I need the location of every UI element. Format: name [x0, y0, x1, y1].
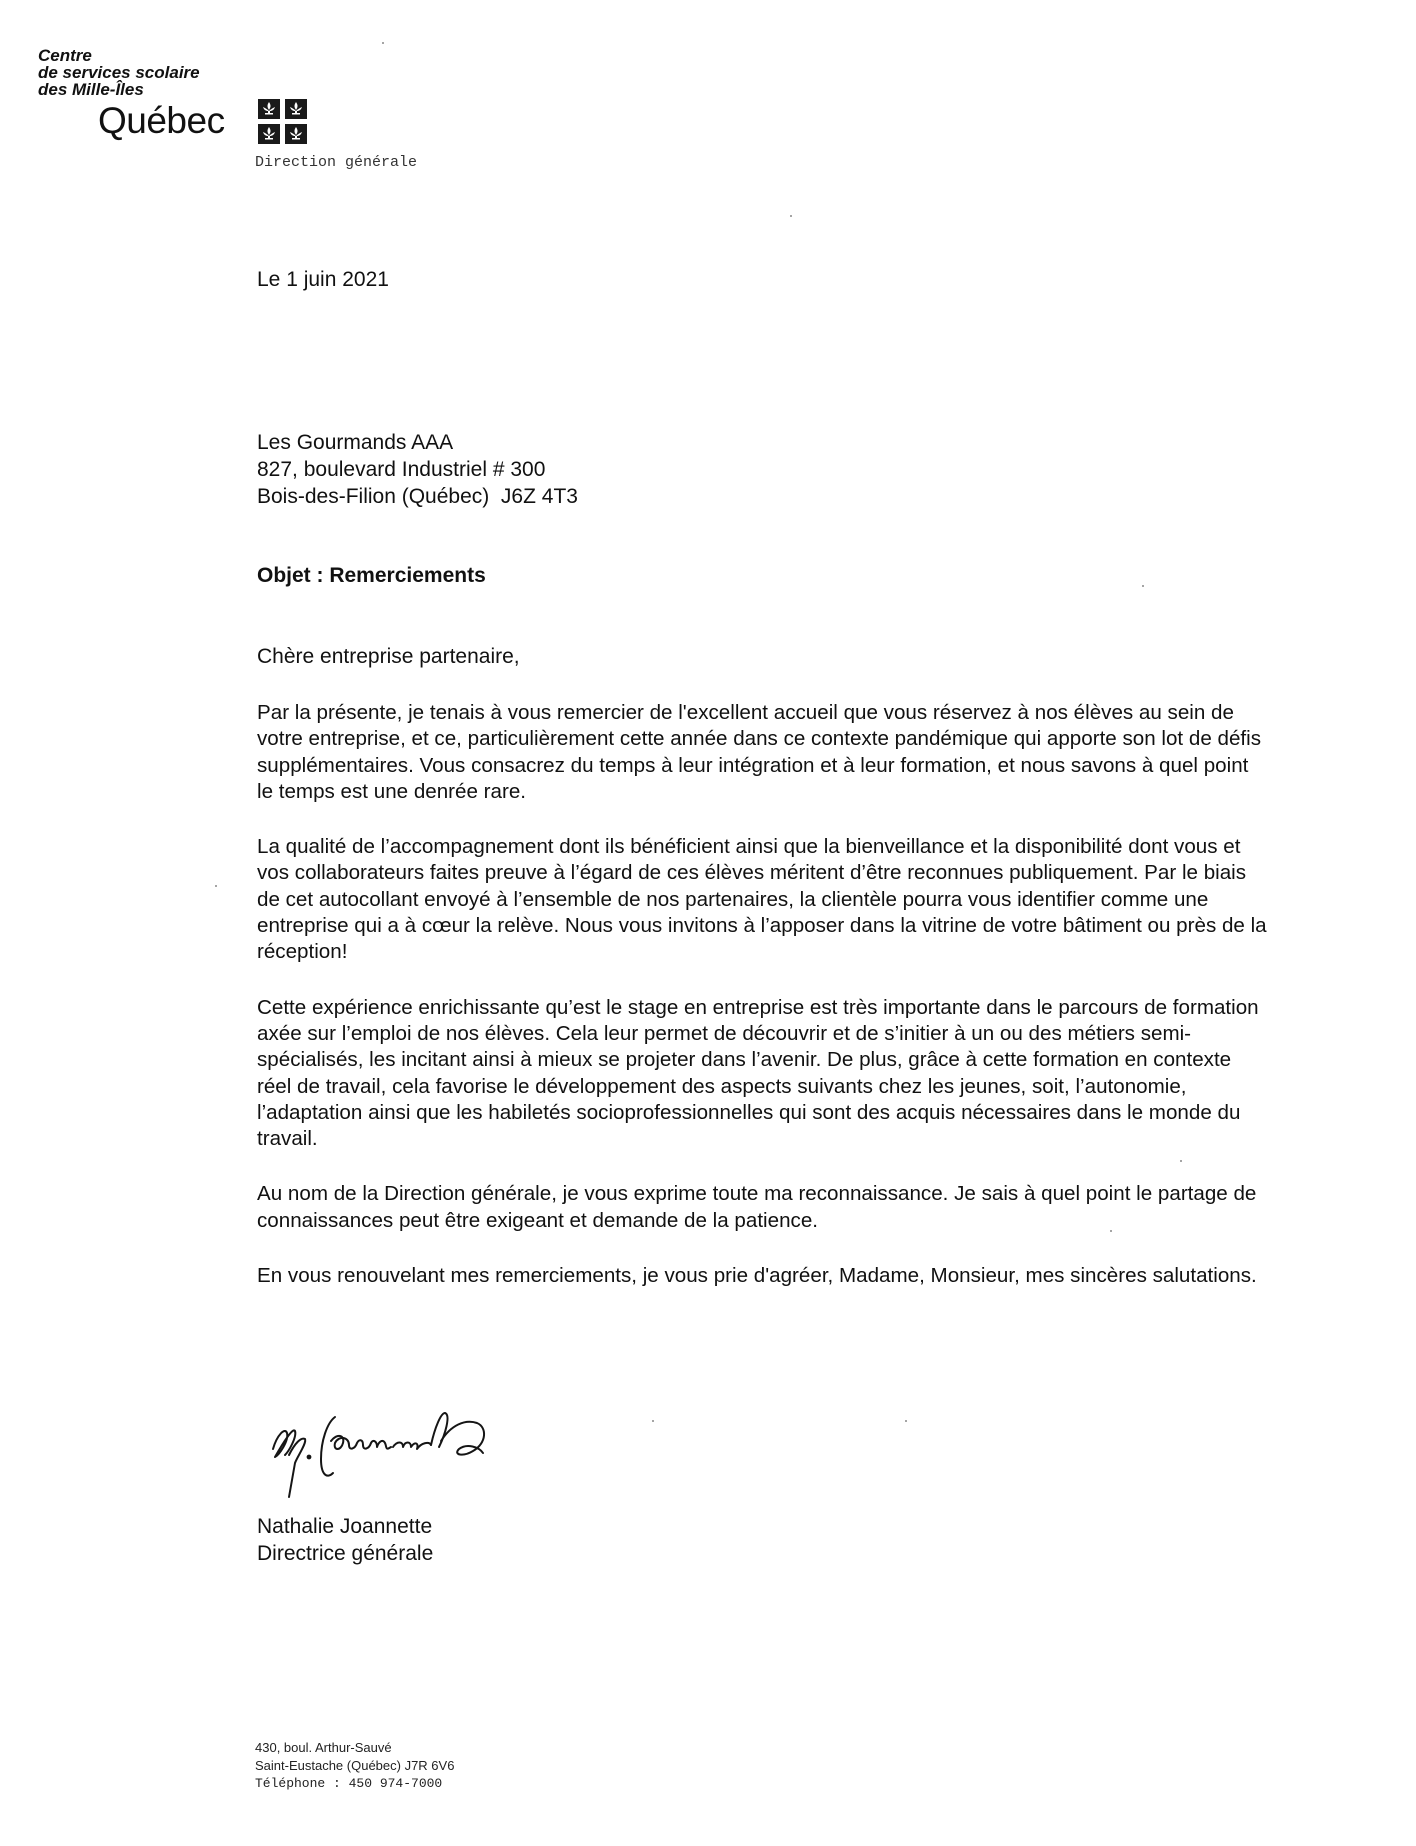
paragraph: En vous renouvelant mes remerciements, je vous prie d'agréer, Madame, Monsieur, mes sincères salutations.	[257, 1264, 1257, 1288]
org-line-1: Centre	[38, 46, 92, 65]
org-line-2: de services scolaire	[38, 63, 200, 82]
recipient-city: Bois-des-Filion (Québec) J6Z 4T3	[257, 485, 578, 508]
paragraph: Cette expérience enrichissante qu’est le stage en entreprise est très importante dans le parcours de formation axée sur l’emploi de nos élèves. Cela leur permet de découvrir et de s’initier à un ou des métiers semi-spécialisés, les incitant ainsi à mieux se projeter dans l’avenir. De plus, grâce à cette formation en contexte réel de travail, cela favorise le développement des aspects suivants chez les jeunes, soit, l’autonomie, l’adaptation ainsi que les habiletés socioprofessionnelles qui sont des acquis nécessaires dans le monde du travail.	[257, 995, 1259, 1151]
scan-speck	[1142, 585, 1144, 587]
scan-speck	[1180, 1160, 1182, 1162]
organization-name	[38, 47, 458, 98]
paragraph: Au nom de la Direction générale, je vous exprime toute ma reconnaissance. Je sais à quel point le partage de connaissances peut être exigeant et demande de la patience.	[257, 1182, 1257, 1232]
org-line-3: des Mille-Îles	[38, 80, 144, 99]
paragraph: La qualité de l’accompagnement dont ils bénéficient ainsi que la bienveillance et la disponibilité dont vous et vos collaborateurs faites preuve à l’égard de ces élèves méritent d’être reconnues publiquement. Par le biais de cet autocollant envoyé à l’ensemble de nos partenaires, la clientèle pourra vous identifier comme une entreprise qui a à cœur la relève. Nous vous invitons à l’apposer dans la vitrine de votre bâtiment ou près de la réception!	[257, 835, 1267, 964]
footer-city: Saint-Eustache (Québec) J7R 6V6	[255, 1758, 455, 1773]
footer-street: 430, boul. Arthur-Sauvé	[255, 1740, 392, 1755]
footer-phone: Téléphone : 450 974-7000	[255, 1776, 443, 1791]
letter-body	[257, 700, 1267, 1318]
footer-address	[255, 1739, 454, 1793]
signer-block	[257, 1513, 433, 1567]
recipient-name: Les Gourmands AAA	[257, 431, 454, 454]
scan-speck	[1110, 1230, 1112, 1232]
scan-speck	[652, 1420, 654, 1422]
signer-title: Directrice générale	[257, 1542, 434, 1565]
letterhead-department: Direction générale	[255, 154, 418, 171]
recipient-address	[257, 429, 578, 510]
letter-subject: Objet : Remerciements	[257, 564, 486, 587]
scan-speck	[790, 215, 792, 217]
paragraph: Par la présente, je tenais à vous remercier de l'excellent accueil que vous réservez à nos élèves au sein de votre entreprise, et ce, particulièrement cette année dans ce contexte pandémique qui apporte son lot de défis supplémentaires. Vous consacrez du temps à leur intégration et à leur formation, et nous savons à quel point le temps est une denrée rare.	[257, 701, 1261, 803]
scan-speck	[382, 42, 384, 44]
scan-speck	[215, 885, 217, 887]
letter-salutation: Chère entreprise partenaire,	[257, 645, 520, 668]
recipient-street: 827, boulevard Industriel # 300	[257, 458, 546, 481]
letterhead-logo	[38, 47, 458, 177]
quebec-fleurdelise-icon	[257, 98, 309, 146]
letter-date: Le 1 juin 2021	[257, 268, 389, 291]
signer-name: Nathalie Joannette	[257, 1515, 433, 1538]
scan-speck	[905, 1420, 907, 1422]
handwritten-signature	[265, 1397, 525, 1502]
quebec-wordmark: Québec	[98, 100, 225, 141]
